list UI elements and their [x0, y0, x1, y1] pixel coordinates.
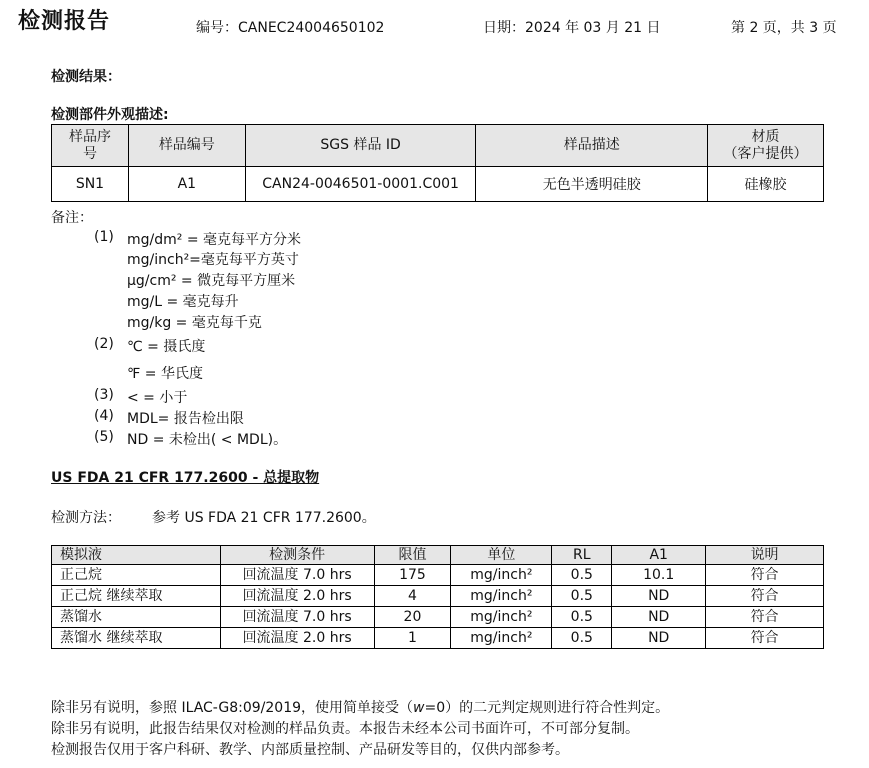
note-line: < = 小于	[127, 390, 188, 406]
report-number: 编号：CANEC24004650102	[196, 20, 385, 36]
results-heading: 检测结果：	[51, 69, 121, 85]
col-header-line: （客户提供）	[723, 145, 808, 162]
sample-table	[51, 124, 824, 202]
table-row	[52, 565, 824, 586]
col-header-limit: 限值	[374, 546, 451, 565]
table-cell: 0.5	[552, 586, 612, 607]
table-cell: SN1	[52, 167, 129, 202]
note-line: mg/inch²=毫克每平方英寸	[127, 252, 299, 268]
method-text: 参考 US FDA 21 CFR 177.2600。	[152, 510, 376, 526]
table-cell: 0.5	[552, 607, 612, 628]
table-cell: 蒸馏水	[52, 607, 221, 628]
table-cell: mg/inch²	[451, 565, 552, 586]
table-cell: 0.5	[552, 628, 612, 649]
table-cell: 符合	[706, 607, 824, 628]
table-row	[52, 607, 824, 628]
note-line: mg/dm² = 毫克每平方分米	[127, 232, 302, 248]
table-cell: 符合	[706, 565, 824, 586]
appearance-heading: 检测部件外观描述:	[51, 107, 169, 123]
table-cell: 正己烷	[52, 565, 221, 586]
note-number: (3)	[94, 387, 114, 403]
note-line: mg/L = 毫克每升	[127, 294, 239, 310]
note-line: ℉ = 华氏度	[127, 366, 203, 382]
report-title: 检测报告	[18, 9, 111, 34]
table-cell: 回流温度 7.0 hrs	[220, 607, 374, 628]
footer-w-symbol: w	[413, 700, 425, 716]
fda-table-header-row	[52, 546, 824, 565]
col-header-sgs-id	[245, 125, 476, 167]
table-row	[52, 628, 824, 649]
table-cell: 无色半透明硅胶	[476, 167, 708, 202]
note-number: (4)	[94, 408, 114, 424]
table-cell: 正己烷 继续萃取	[52, 586, 221, 607]
col-header-simulant: 模拟液	[52, 546, 221, 565]
col-header-condition: 检测条件	[220, 546, 374, 565]
fda-section-heading: US FDA 21 CFR 177.2600 - 总提取物	[51, 470, 320, 486]
table-cell: 符合	[706, 586, 824, 607]
note-line: ND = 未检出( < MDL)。	[127, 432, 288, 448]
table-cell: ND	[612, 586, 706, 607]
note-line: MDL= 报告检出限	[127, 411, 244, 427]
footer-statement-2: 除非另有说明，此报告结果仅对检测的样品负责。本报告未经本公司书面许可，不可部分复制。	[51, 721, 639, 737]
note-number: (1)	[94, 229, 114, 245]
table-cell: mg/inch²	[451, 628, 552, 649]
note-number: (5)	[94, 429, 114, 445]
table-cell: mg/inch²	[451, 607, 552, 628]
col-header-unit: 单位	[451, 546, 552, 565]
footer-text: =0）的二元判定规则进行符合性判定。	[424, 700, 670, 716]
table-row	[52, 586, 824, 607]
col-header-line: 样品描述	[563, 137, 620, 153]
table-cell: ND	[612, 628, 706, 649]
notes-label: 备注：	[51, 210, 93, 226]
table-cell: 20	[374, 607, 451, 628]
page-indicator: 第 2 页，共 3 页	[731, 20, 837, 36]
footer-text: 除非另有说明，参照 ILAC-G8:09/2019，使用简单接受（	[51, 700, 414, 716]
table-cell: 0.5	[552, 565, 612, 586]
note-line: ℃ = 摄氏度	[127, 339, 206, 355]
col-header-line: SGS 样品 ID	[320, 137, 401, 153]
table-cell: 回流温度 7.0 hrs	[220, 565, 374, 586]
table-cell: 10.1	[612, 565, 706, 586]
footer-statement-1	[51, 697, 669, 717]
table-cell: 回流温度 2.0 hrs	[220, 628, 374, 649]
footer-statement-3: 检测报告仅用于客户科研、教学、内部质量控制、产品研发等目的，仅供内部参考。	[51, 742, 569, 758]
table-cell: 1	[374, 628, 451, 649]
fda-results-table	[51, 545, 824, 649]
table-cell: ND	[612, 607, 706, 628]
table-cell: 蒸馏水 继续萃取	[52, 628, 221, 649]
col-header-line: 样品编号	[158, 137, 215, 153]
method-label: 检测方法：	[51, 510, 121, 526]
note-line: μg/cm² = 微克每平方厘米	[127, 273, 296, 289]
table-row	[52, 167, 824, 202]
table-cell: 4	[374, 586, 451, 607]
col-header-line: 号	[82, 145, 97, 162]
col-header-description	[476, 125, 708, 167]
note-line: mg/kg = 毫克每千克	[127, 315, 262, 331]
table-cell: 硅橡胶	[708, 167, 824, 202]
table-cell: mg/inch²	[451, 586, 552, 607]
table-cell: 回流温度 2.0 hrs	[220, 586, 374, 607]
table-cell: 符合	[706, 628, 824, 649]
col-header-sample-no	[128, 125, 245, 167]
col-header-line: 材质	[751, 128, 780, 145]
col-header-line: 样品序	[68, 128, 111, 145]
col-header-material	[708, 125, 824, 167]
col-header-rl: RL	[552, 546, 612, 565]
table-cell: CAN24-0046501-0001.C001	[245, 167, 476, 202]
table-cell: 175	[374, 565, 451, 586]
col-header-conclusion: 说明	[706, 546, 824, 565]
table-cell: A1	[128, 167, 245, 202]
sample-table-header-row	[52, 125, 824, 167]
note-number: (2)	[94, 336, 114, 352]
report-date: 日期：2024 年 03 月 21 日	[483, 20, 661, 36]
col-header-a1: A1	[612, 546, 706, 565]
col-header-sample-seq	[52, 125, 129, 167]
